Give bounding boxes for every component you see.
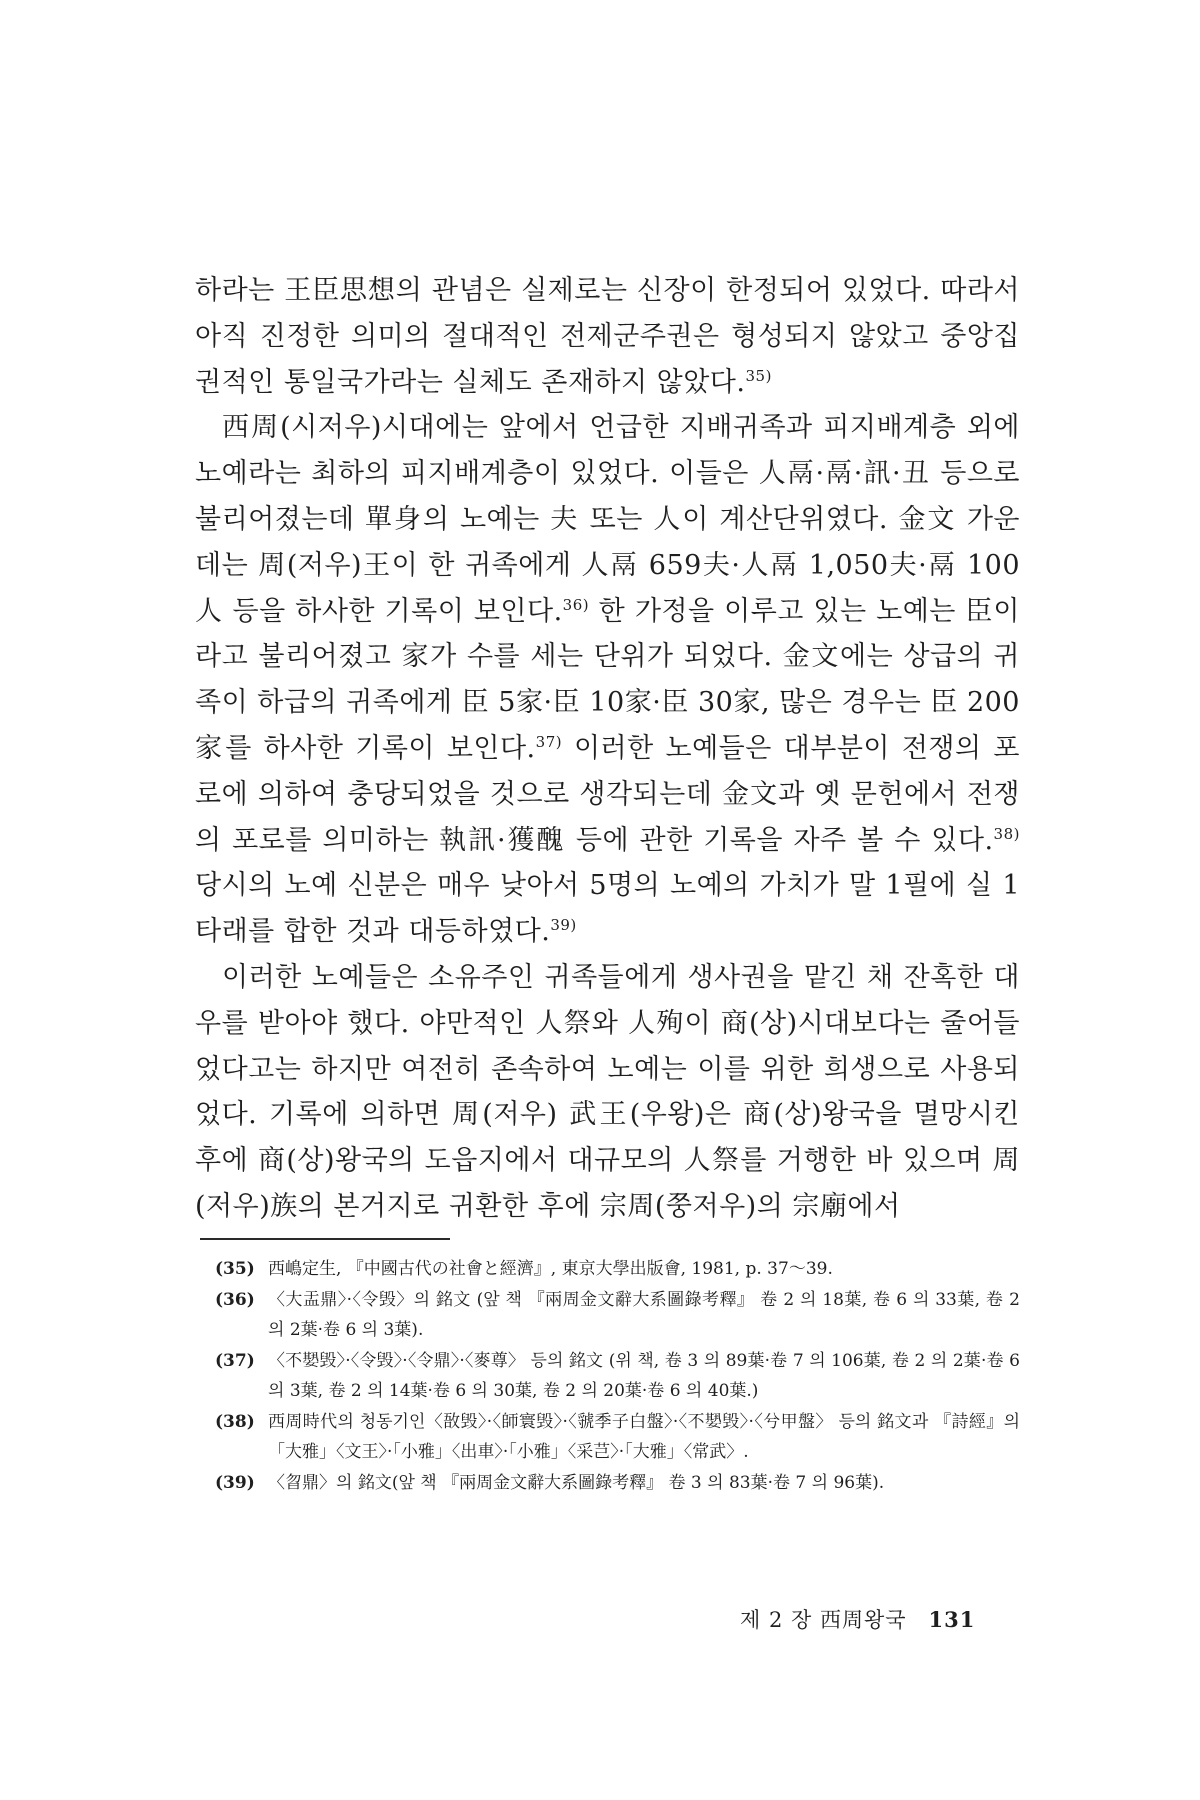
- footnote-39: [215, 1468, 1020, 1498]
- paragraph-1-text: 하라는 王臣思想의 관념은 실제로는 신장이 한정되어 있었다. 따라서 아직 진정한 의미의 절대적인 전제군주권은 형성되지 않았고 중앙집권적인 통일국가라는 실체도 존재하지 않았다.: [195, 275, 1020, 398]
- note-ref-39: 39): [550, 916, 577, 935]
- footnote-number: (36): [215, 1290, 255, 1310]
- paragraph-2: [195, 405, 1020, 955]
- footnote-text: 〈大盂鼎〉·〈令毁〉의 銘文 (앞 책 『兩周金文辭大系圖錄考釋』 卷 2 의 18葉, 卷 6 의 33葉, 卷 2 의 2葉·卷 6 의 3葉).: [268, 1290, 1020, 1340]
- footnote-36: [215, 1285, 1020, 1345]
- running-footer: [740, 1604, 975, 1634]
- paragraph-1: [195, 268, 1020, 405]
- footnote-text: 西周時代의 청동기인〈敔毁〉·〈師寰毁〉·〈虢季子白盤〉·〈不𡢁毁〉·〈兮甲盤〉 등의 銘文과 『詩經』의 「大雅」〈文王〉·「小雅」〈出車〉·「小雅」〈采芑〉·「大雅」〈常武〉.: [268, 1412, 1020, 1462]
- note-ref-38: 38): [993, 824, 1020, 843]
- note-ref-37: 37): [535, 732, 563, 751]
- footnote-text: 〈曶鼎〉의 銘文(앞 책 『兩周金文辭大系圖錄考釋』 卷 3 의 83葉·卷 7 의 96葉).: [268, 1473, 885, 1493]
- footnote-number: (39): [215, 1473, 255, 1493]
- page-number: 131: [928, 1607, 976, 1632]
- paragraph-2-text-d: 당시의 노예 신분은 매우 낮아서 5명의 노예의 가치가 말 1필에 실 1타래를 합한 것과 대등하였다.: [195, 870, 1020, 948]
- footnote-37: [215, 1346, 1020, 1406]
- footnote-text: 西嶋定生, 『中國古代の社會と經濟』, 東京大學出版會, 1981, p. 37～39.: [268, 1259, 833, 1279]
- paragraph-3: [195, 955, 1020, 1230]
- body-text: [195, 268, 1020, 1230]
- note-ref-36: 36): [562, 595, 590, 614]
- note-ref-35: 35): [745, 366, 772, 385]
- footnote-38: [215, 1407, 1020, 1467]
- paragraph-3-text: 이러한 노예들은 소유주인 귀족들에게 생사권을 맡긴 채 잔혹한 대우를 받아야 했다. 야만적인 人祭와 人殉이 商(상)시대보다는 줄어들었다고는 하지만 여전히 존속하여 노예는 이를 위한 희생으로 사용되었다. 기록에 의하면 周(저우) 武王(우왕)은 商(상)왕국을 멸망시킨 후에 商(상)왕국의 도읍지에서 대규모의 人祭를 거행한 바 있으며 周(저우)族의 본거지로 귀환한 후에 宗周(쭝저우)의 宗廟에서: [195, 961, 1020, 1222]
- footnote-text: 〈不𡢁毁〉·〈令毁〉·〈令鼎〉·〈麥尊〉 등의 銘文 (위 책, 卷 3 의 89葉·卷 7 의 106葉, 卷 2 의 2葉·卷 6 의 3葉, 卷 2 의 14葉·卷 6 의 30葉, 卷 2 의 20葉·卷 6 의 40葉.): [268, 1351, 1020, 1401]
- footnote-number: (38): [215, 1412, 255, 1432]
- paragraph-2-text-a: 西周(시저우)시대에는 앞에서 언급한 지배귀족과 피지배계층 외에 노예라는 최하의 피지배계층이 있었다. 이들은 人鬲·鬲·訊·丑 등으로 불리어졌는데 單身의 노예는 夫 또는 人이 계산단위였다. 金文 가운데는 周(저우)王이 한 귀족에게 人鬲 659夫·人鬲 1,050夫·鬲 100人 등을 하사한 기록이 보인다.: [195, 412, 1020, 627]
- paragraph-2-text-c: 이러한 노예들은 대부분이 전쟁의 포로에 의하여 충당되었을 것으로 생각되는데 金文과 옛 문헌에서 전쟁의 포로를 의미하는 執訊·獲醜 등에 관한 기록을 자주 볼 수 있다.: [195, 732, 1020, 856]
- footnote-number: (35): [215, 1259, 255, 1279]
- paragraph-2-text-b: 한 가정을 이루고 있는 노예는 臣이라고 불리어졌고 家가 수를 세는 단위가 되었다. 金文에는 상급의 귀족이 하급의 귀족에게 臣 5家·臣 10家·臣 30家, 많은 경우는 臣 200家를 하사한 기록이 보인다.: [195, 595, 1020, 764]
- chapter-title: 제 2 장 西周왕국: [740, 1608, 907, 1632]
- footnote-number: (37): [215, 1351, 255, 1371]
- footnote-35: [215, 1254, 1020, 1284]
- footnotes: [215, 1254, 1020, 1499]
- footnote-divider: [200, 1238, 450, 1240]
